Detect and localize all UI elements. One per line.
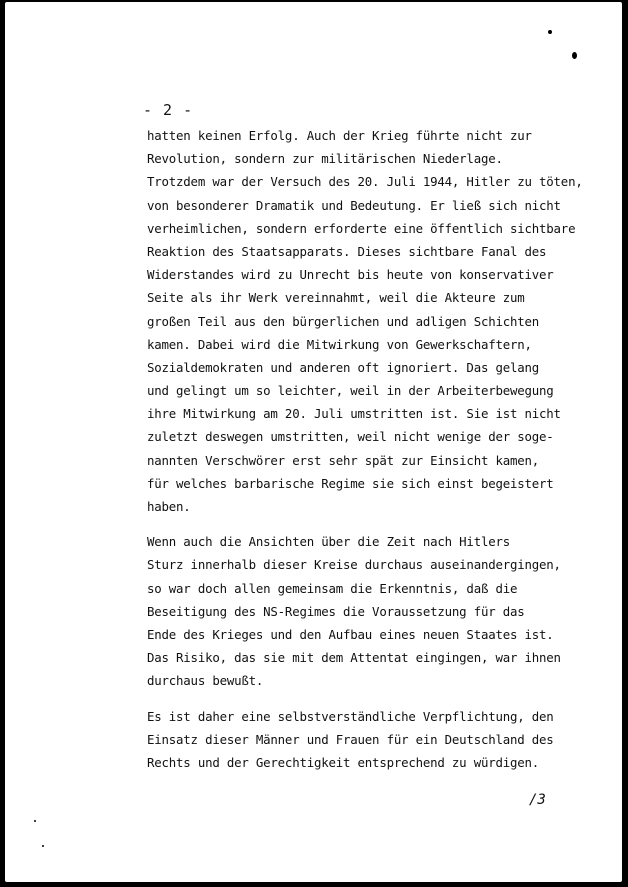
paragraph: [147, 705, 577, 775]
text-line: so war doch allen gemeinsam die Erkenntnis, daß die: [147, 580, 518, 596]
text-line: Seite als ihr Werk vereinnahmt, weil die Akteure zum: [147, 290, 525, 306]
page-number: - 2 -: [143, 101, 194, 119]
text-line: zuletzt deswegen umstritten, weil nicht wenige der soge-: [147, 429, 554, 445]
paragraph: [147, 530, 577, 692]
text-line: Sozialdemokraten und anderen oft ignoriert. Das gelang: [147, 359, 540, 375]
text-line: Es ist daher eine selbstverständliche Verpflichtung, den: [147, 708, 554, 724]
text-line: Sturz innerhalb dieser Kreise durchaus auseinandergingen,: [147, 557, 561, 573]
text-line: ihre Mitwirkung am 20. Juli umstritten ist. Sie ist nicht: [147, 406, 561, 422]
text-line: kamen. Dabei wird die Mitwirkung von Gewerkschaftern,: [147, 336, 532, 352]
scan-speck: [572, 52, 577, 59]
text-line: Ende des Krieges und den Aufbau eines neuen Staates ist.: [147, 626, 554, 642]
text-line: durchaus bewußt.: [147, 673, 264, 689]
scan-speck: [34, 820, 36, 822]
text-line: und gelingt um so leichter, weil in der Arbeiterbewegung: [147, 383, 554, 399]
text-line: Rechts und der Gerechtigkeit entsprechend zu würdigen.: [147, 754, 540, 770]
text-line: nannten Verschwörer erst sehr spät zur Einsicht kamen,: [147, 452, 540, 468]
text-line: Widerstandes wird zu Unrecht bis heute von konservativer: [147, 267, 554, 283]
text-line: Wenn auch die Ansichten über die Zeit nach Hitlers: [147, 534, 510, 550]
document-body: [147, 124, 583, 774]
text-line: Einsatz dieser Männer und Frauen für ein Deutschland des: [147, 731, 554, 747]
continuation-marker: /3: [529, 792, 546, 808]
text-line: Trotzdem war der Versuch des 20. Juli 1944, Hitler zu töten,: [147, 174, 583, 190]
text-line: verheimlichen, sondern erforderte eine öffentlich sichtbare: [147, 220, 576, 236]
text-line: Reaktion des Staatsapparats. Dieses sichtbare Fanal des: [147, 243, 547, 259]
text-line: hatten keinen Erfolg. Auch der Krieg führte nicht zur: [147, 128, 532, 143]
text-line: Revolution, sondern zur militärischen Niederlage.: [147, 151, 503, 167]
text-line: für welches barbarische Regime sie sich einst begeistert: [147, 475, 554, 491]
text-line: Das Risiko, das sie mit dem Attentat eingingen, war ihnen: [147, 650, 561, 666]
text-line: von besonderer Dramatik und Bedeutung. Er ließ sich nicht: [147, 197, 561, 213]
scan-speck: [548, 30, 552, 34]
paragraph: [147, 124, 583, 518]
text-line: großen Teil aus den bürgerlichen und adligen Schichten: [147, 313, 540, 329]
text-line: haben.: [147, 499, 191, 514]
scan-speck: [42, 845, 44, 847]
text-line: Beseitigung des NS-Regimes die Voraussetzung für das: [147, 603, 525, 619]
